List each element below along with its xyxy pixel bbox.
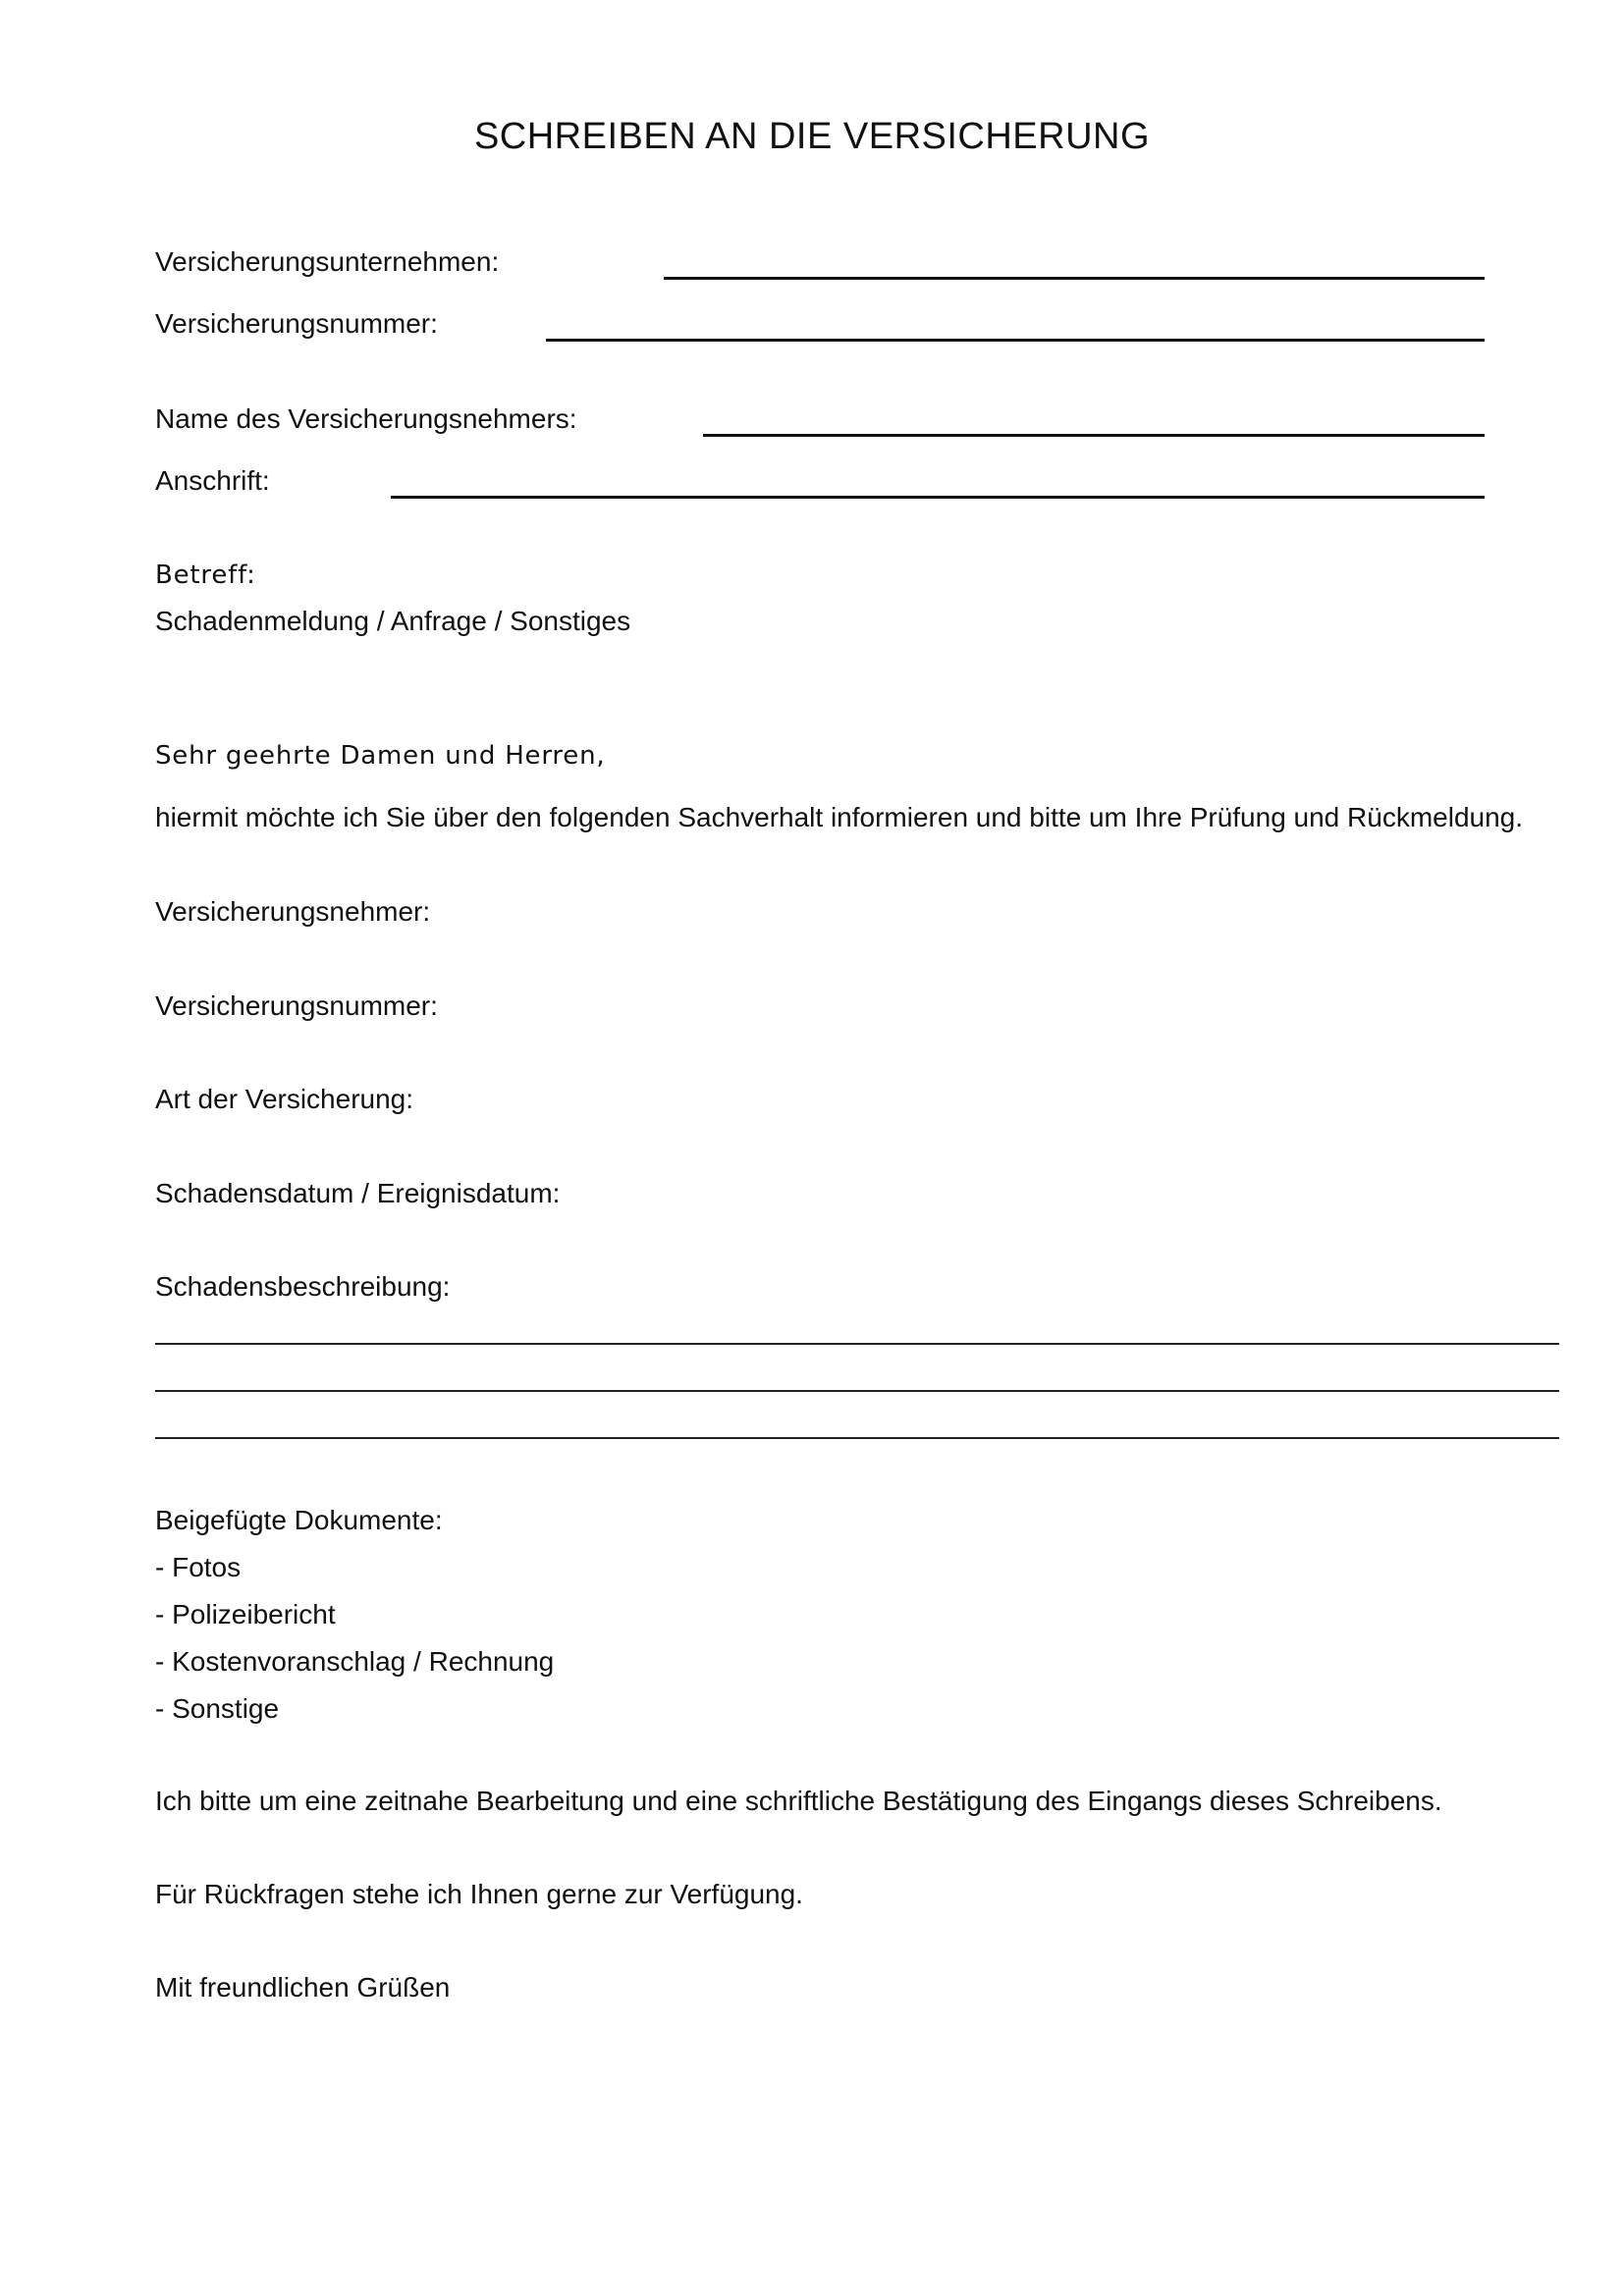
attachment-item: - Sonstige	[155, 1693, 280, 1724]
description-line[interactable]	[155, 1343, 1559, 1345]
holder-label: Versicherungsnehmer:	[155, 896, 431, 927]
damage-date-label: Schadensdatum / Ereignisdatum:	[155, 1178, 561, 1208]
detail-policy-number-label: Versicherungsnummer:	[155, 990, 438, 1021]
description-line[interactable]	[155, 1437, 1559, 1439]
attachments-label: Beigefügte Dokumente:	[155, 1505, 443, 1535]
attachments-list	[155, 1551, 554, 1739]
closing-regards: Mit freundlichen Grüßen	[155, 1972, 451, 2002]
closing-request: Ich bitte um eine zeitnahe Bearbeitung und eine schriftliche Bestätigung des Eingangs dieses Schreibens.	[155, 1786, 1442, 1816]
closing-questions: Für Rückfragen stehe ich Ihnen gerne zur Verfügung.	[155, 1879, 803, 1909]
salutation: Sehr geehrte Damen und Herren,	[155, 741, 606, 771]
attachment-item: - Polizeibericht	[155, 1599, 336, 1629]
policy-number-label: Versicherungsnummer:	[155, 308, 438, 339]
address-field[interactable]	[391, 496, 1485, 499]
company-field[interactable]	[664, 277, 1485, 280]
company-label: Versicherungsunternehmen:	[155, 246, 500, 277]
attachment-item: - Fotos	[155, 1552, 242, 1582]
intro-text: hiermit möchte ich Sie über den folgenden Sachverhalt informieren und bitte um Ihre Prüfung und Rückmeldung.	[155, 802, 1524, 832]
address-label: Anschrift:	[155, 465, 270, 496]
holder-name-field[interactable]	[703, 434, 1485, 437]
insurance-type-label: Art der Versicherung:	[155, 1084, 414, 1114]
subject-label: Betreff:	[155, 561, 256, 590]
description-line[interactable]	[155, 1390, 1559, 1392]
subject-value: Schadenmeldung / Anfrage / Sonstiges	[155, 606, 631, 636]
damage-description-label: Schadensbeschreibung:	[155, 1271, 451, 1302]
page-title: SCHREIBEN AN DIE VERSICHERUNG	[473, 116, 1151, 157]
policy-number-field[interactable]	[546, 339, 1485, 342]
holder-name-label: Name des Versicherungsnehmers:	[155, 403, 577, 434]
attachment-item: - Kostenvoranschlag / Rechnung	[155, 1646, 555, 1677]
